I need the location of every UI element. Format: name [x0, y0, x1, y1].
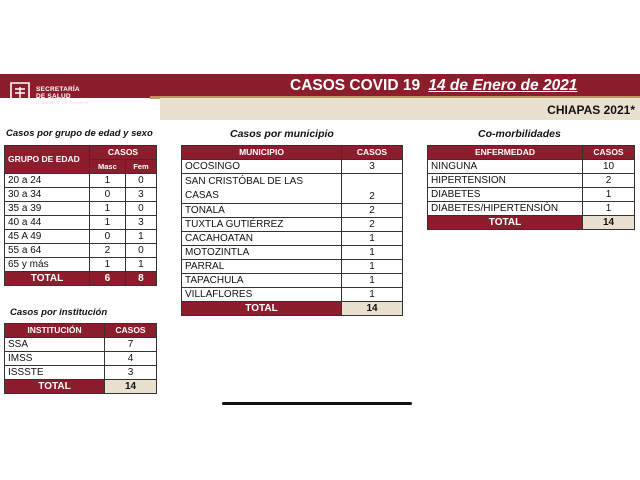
page-title: [290, 77, 636, 97]
total-value: 14: [583, 216, 635, 230]
casos-cell: 1: [583, 202, 635, 216]
table-row: [5, 188, 157, 202]
table-row: [5, 366, 157, 380]
total-label: TOTAL: [5, 272, 90, 286]
casos-cell: 1: [342, 232, 403, 246]
secretaria-salud-logo: [8, 76, 118, 116]
masc-cell: 1: [90, 216, 126, 230]
masc-cell: 1: [90, 258, 126, 272]
total-value: 14: [342, 302, 403, 316]
casos-cell: 3: [342, 160, 403, 174]
table-row: [5, 338, 157, 352]
municipio-cell: OCOSINGO: [182, 160, 342, 174]
page-subtitle: CHIAPAS 2021*: [547, 103, 635, 117]
table-row: [5, 258, 157, 272]
institution-cell: ISSSTE: [5, 366, 105, 380]
masc-cell: 0: [90, 230, 126, 244]
enfermedad-cell: HIPERTENSION: [428, 174, 583, 188]
logo-line1: SECRETARÍA: [36, 86, 80, 93]
total-row: [182, 302, 403, 316]
coat-of-arms-icon: [8, 81, 32, 111]
table-row: [5, 174, 157, 188]
total-label: TOTAL: [428, 216, 583, 230]
table-row: [428, 188, 635, 202]
table-row: [182, 204, 403, 218]
table-row: [182, 260, 403, 274]
age-group-cell: 45 A 49: [5, 230, 90, 244]
municipio-cell: TONALA: [182, 204, 342, 218]
logo-sub: GOBIERNO DE CHIAPAS: [36, 100, 89, 105]
fem-cell: 3: [125, 216, 156, 230]
municipio-cell: [182, 174, 342, 204]
fem-cell: 0: [125, 244, 156, 258]
table-row: [5, 352, 157, 366]
casos-cell: 3: [105, 366, 157, 380]
age-sex-table: [4, 145, 157, 286]
col-enfermedad: ENFERMEDAD: [428, 146, 583, 160]
municipality-table: [181, 145, 403, 316]
casos-cell: 1: [342, 288, 403, 302]
age-sex-title: Casos por grupo de edad y sexo: [6, 128, 153, 139]
col-casos: CASOS: [583, 146, 635, 160]
enfermedad-cell: DIABETES/HIPERTENSIÓN: [428, 202, 583, 216]
casos-cell: 2: [342, 218, 403, 232]
age-group-cell: 55 a 64: [5, 244, 90, 258]
title-date: 14 de Enero de 2021: [428, 77, 578, 94]
comorbidities-table: [427, 145, 635, 230]
col-age-group: GRUPO DE EDAD: [5, 146, 90, 174]
masc-cell: 2: [90, 244, 126, 258]
col-institution: INSTITUCIÓN: [5, 324, 105, 338]
institution-table: [4, 323, 157, 394]
table-row: [182, 160, 403, 174]
logo-line2: DE SALUD: [36, 93, 71, 100]
table-row: [428, 202, 635, 216]
institution-cell: IMSS: [5, 352, 105, 366]
table-row: [182, 218, 403, 232]
table-row: [182, 174, 403, 204]
institution-cell: SSA: [5, 338, 105, 352]
age-group-cell: 40 a 44: [5, 216, 90, 230]
table-row: [182, 232, 403, 246]
table-row: [5, 244, 157, 258]
fem-cell: 0: [125, 202, 156, 216]
casos-cell: 1: [342, 260, 403, 274]
masc-cell: 1: [90, 202, 126, 216]
institution-title: Casos por institución: [10, 307, 108, 318]
casos-cell: 2: [342, 204, 403, 218]
casos-cell: 4: [105, 352, 157, 366]
col-fem: Fem: [125, 160, 156, 174]
casos-cell: 2: [342, 174, 403, 204]
table-row: [5, 216, 157, 230]
total-label: TOTAL: [5, 380, 105, 394]
total-label: TOTAL: [182, 302, 342, 316]
municipio-cell: TUXTLA GUTIÉRREZ: [182, 218, 342, 232]
municipio-cell: PARRAL: [182, 260, 342, 274]
casos-cell: 1: [583, 188, 635, 202]
table-row: [5, 230, 157, 244]
municipio-cell: CACAHOATAN: [182, 232, 342, 246]
municipio-cell: MOTOZINTLA: [182, 246, 342, 260]
home-indicator-bar: [222, 402, 412, 405]
fem-cell: 0: [125, 174, 156, 188]
municipio-line2: CASAS: [185, 190, 219, 201]
municipio-cell: VILLAFLORES: [182, 288, 342, 302]
municipio-cell: TAPACHULA: [182, 274, 342, 288]
table-row: [428, 160, 635, 174]
enfermedad-cell: DIABETES: [428, 188, 583, 202]
masc-cell: 1: [90, 174, 126, 188]
age-group-cell: 30 a 34: [5, 188, 90, 202]
col-masc: Masc: [90, 160, 126, 174]
title-text: CASOS COVID 19: [290, 77, 421, 94]
casos-cell: 7: [105, 338, 157, 352]
table-row: [182, 274, 403, 288]
total-masc: 6: [90, 272, 126, 286]
age-group-cell: 35 a 39: [5, 202, 90, 216]
fem-cell: 1: [125, 258, 156, 272]
casos-cell: 10: [583, 160, 635, 174]
total-row: [428, 216, 635, 230]
total-row: [5, 380, 157, 394]
enfermedad-cell: NINGUNA: [428, 160, 583, 174]
casos-cell: 1: [342, 274, 403, 288]
municipio-line1: SAN CRISTÓBAL DE LAS: [185, 176, 303, 187]
casos-cell: 1: [342, 246, 403, 260]
casos-cell: 2: [583, 174, 635, 188]
table-row: [182, 246, 403, 260]
table-row: [5, 202, 157, 216]
total-value: 14: [105, 380, 157, 394]
total-fem: 8: [125, 272, 156, 286]
col-casos: CASOS: [90, 146, 157, 160]
table-row: [428, 174, 635, 188]
fem-cell: 1: [125, 230, 156, 244]
age-group-cell: 20 a 24: [5, 174, 90, 188]
col-casos: CASOS: [342, 146, 403, 160]
municipality-title: Casos por municipio: [230, 128, 334, 140]
masc-cell: 0: [90, 188, 126, 202]
col-casos: CASOS: [105, 324, 157, 338]
total-row: [5, 272, 157, 286]
col-municipio: MUNICIPIO: [182, 146, 342, 160]
comorbidities-title: Co-morbilidades: [478, 128, 561, 140]
age-group-cell: 65 y más: [5, 258, 90, 272]
table-row: [182, 288, 403, 302]
fem-cell: 3: [125, 188, 156, 202]
